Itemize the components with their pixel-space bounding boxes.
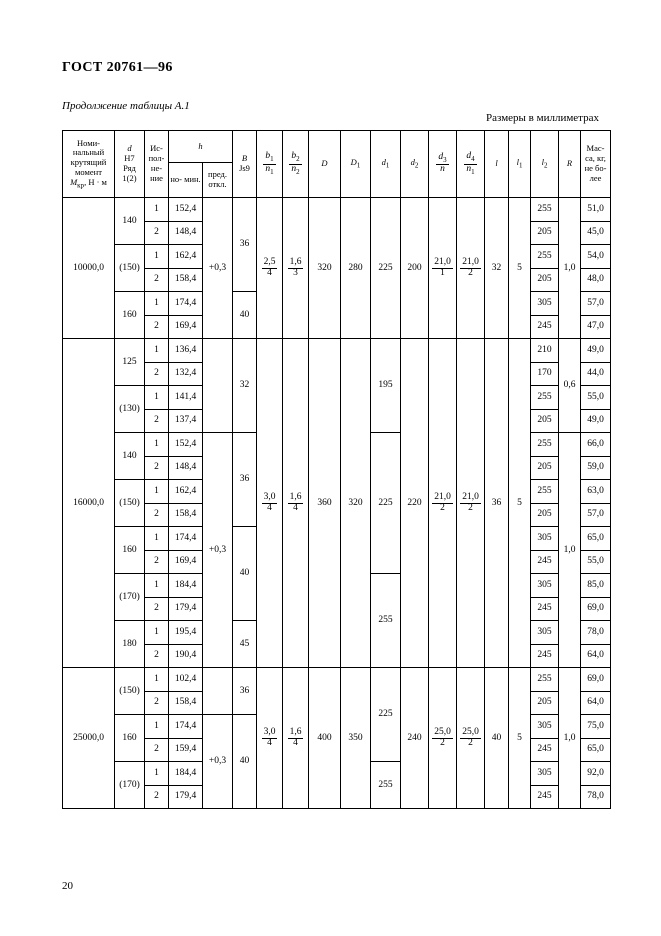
cell-d1: 225: [371, 433, 401, 574]
cell-B: 40: [233, 715, 257, 809]
cell-l2: 255: [531, 245, 559, 269]
cell-exec: 2: [145, 456, 169, 480]
header-R: R: [559, 131, 581, 198]
cell-d: 160: [115, 292, 145, 339]
cell-D1: 350: [341, 668, 371, 809]
cell-l2: 305: [531, 292, 559, 316]
header-d3n: $\frac{d_3}{n}$: [429, 131, 457, 198]
cell-B: 45: [233, 621, 257, 668]
cell-mass: 75,0: [581, 715, 611, 739]
cell-exec: 2: [145, 221, 169, 245]
header-l2: $l_2$: [531, 131, 559, 198]
cell-exec: 2: [145, 785, 169, 809]
cell-mass: 49,0: [581, 339, 611, 363]
page-number: 20: [62, 880, 73, 892]
cell-h-nom: 152,4: [169, 198, 203, 222]
cell-d1: 195: [371, 339, 401, 433]
cell-h-nom: 137,4: [169, 409, 203, 433]
cell-l2: 205: [531, 503, 559, 527]
cell-l1: 5: [509, 339, 531, 668]
cell-h-nom: 162,4: [169, 480, 203, 504]
header-d: d H7 Ряд 1(2): [115, 131, 145, 198]
cell-B: 40: [233, 527, 257, 621]
cell-d: 140: [115, 433, 145, 480]
cell-l: 32: [485, 198, 509, 339]
header-execution: Ис- пол- не- ние: [145, 131, 169, 198]
cell-l2: 245: [531, 597, 559, 621]
cell-b2n2: $\frac{1,6}{3}$: [283, 198, 309, 339]
cell-l2: 245: [531, 644, 559, 668]
units-note: Размеры в миллиметрах: [486, 112, 599, 124]
cell-D: 360: [309, 339, 341, 668]
cell-l2: 305: [531, 621, 559, 645]
cell-exec: 2: [145, 644, 169, 668]
cell-l2: 255: [531, 480, 559, 504]
cell-exec: 1: [145, 245, 169, 269]
page-title: ГОСТ 20761—96: [62, 60, 173, 75]
cell-mass: 59,0: [581, 456, 611, 480]
cell-exec: 2: [145, 503, 169, 527]
cell-d: 180: [115, 621, 145, 668]
table-row: [63, 668, 611, 692]
cell-B: 36: [233, 433, 257, 527]
cell-l2: 210: [531, 339, 559, 363]
cell-exec: 1: [145, 527, 169, 551]
cell-exec: 1: [145, 292, 169, 316]
header-mass: Мас- са, кг, не бо- лее: [581, 131, 611, 198]
cell-mass: 49,0: [581, 409, 611, 433]
cell-d: (150): [115, 245, 145, 292]
cell-h-nom: 169,4: [169, 550, 203, 574]
cell-B: 32: [233, 339, 257, 433]
cell-mass: 57,0: [581, 503, 611, 527]
cell-l2: 245: [531, 550, 559, 574]
cell-l2: 205: [531, 691, 559, 715]
cell-mass: 47,0: [581, 315, 611, 339]
cell-b2n2: $\frac{1,6}{4}$: [283, 339, 309, 668]
cell-l2: 255: [531, 668, 559, 692]
cell-exec: 2: [145, 550, 169, 574]
cell-mass: 54,0: [581, 245, 611, 269]
cell-h-nom: 162,4: [169, 245, 203, 269]
cell-d2: 240: [401, 668, 429, 809]
cell-h-nom: 179,4: [169, 785, 203, 809]
dimensions-table: [62, 130, 611, 809]
cell-d4n1: $\frac{21,0}{2}$: [457, 198, 485, 339]
cell-D: 400: [309, 668, 341, 809]
cell-moment: 16000,0: [63, 339, 115, 668]
cell-exec: 2: [145, 738, 169, 762]
cell-mass: 85,0: [581, 574, 611, 598]
cell-l1: 5: [509, 668, 531, 809]
cell-d: 125: [115, 339, 145, 386]
cell-h-nom: 141,4: [169, 386, 203, 410]
cell-d2: 200: [401, 198, 429, 339]
cell-d3n: $\frac{25,0}{2}$: [429, 668, 457, 809]
cell-l2: 305: [531, 715, 559, 739]
cell-l1: 5: [509, 198, 531, 339]
cell-l2: 245: [531, 315, 559, 339]
cell-d2: 220: [401, 339, 429, 668]
continuation-note: Продолжение таблицы А.1: [62, 100, 190, 112]
header-h: h: [169, 131, 233, 163]
header-l: l: [485, 131, 509, 198]
cell-d3n: $\frac{21,0}{1}$: [429, 198, 457, 339]
cell-mass: 57,0: [581, 292, 611, 316]
cell-l2: 245: [531, 738, 559, 762]
cell-h-nom: 158,4: [169, 691, 203, 715]
cell-h-dev: +0,3: [203, 198, 233, 339]
table-row: [63, 198, 611, 222]
cell-exec: 1: [145, 480, 169, 504]
cell-l2: 205: [531, 456, 559, 480]
cell-exec: 1: [145, 574, 169, 598]
header-d4n1: $\frac{d_4}{n_1}$: [457, 131, 485, 198]
cell-h-nom: 152,4: [169, 433, 203, 457]
cell-d1: 255: [371, 574, 401, 668]
cell-h-nom: 184,4: [169, 762, 203, 786]
cell-l2: 205: [531, 268, 559, 292]
cell-l2: 305: [531, 527, 559, 551]
cell-d1: 255: [371, 762, 401, 809]
cell-exec: 2: [145, 597, 169, 621]
cell-exec: 1: [145, 621, 169, 645]
cell-exec: 1: [145, 762, 169, 786]
cell-d: (130): [115, 386, 145, 433]
cell-h-nom: 184,4: [169, 574, 203, 598]
cell-h-nom: 179,4: [169, 597, 203, 621]
cell-exec: 2: [145, 691, 169, 715]
cell-h-nom: 169,4: [169, 315, 203, 339]
cell-l2: 255: [531, 386, 559, 410]
header-h-dev: пред. откл.: [203, 163, 233, 198]
cell-exec: 1: [145, 386, 169, 410]
cell-exec: 2: [145, 409, 169, 433]
cell-mass: 55,0: [581, 386, 611, 410]
cell-d: (150): [115, 480, 145, 527]
cell-mass: 92,0: [581, 762, 611, 786]
cell-mass: 55,0: [581, 550, 611, 574]
cell-l2: 205: [531, 409, 559, 433]
cell-b2n2: $\frac{1,6}{4}$: [283, 668, 309, 809]
header-D1: $D_1$: [341, 131, 371, 198]
cell-d: (170): [115, 574, 145, 621]
cell-mass: 78,0: [581, 621, 611, 645]
cell-h-nom: 190,4: [169, 644, 203, 668]
table-header-row: [63, 131, 611, 163]
cell-B: 36: [233, 198, 257, 292]
header-b1n1: $\frac{b_1}{n_1}$: [257, 131, 283, 198]
cell-exec: 1: [145, 668, 169, 692]
cell-d: 160: [115, 527, 145, 574]
header-D: D: [309, 131, 341, 198]
cell-d4n1: $\frac{21,0}{2}$: [457, 339, 485, 668]
cell-exec: 1: [145, 433, 169, 457]
cell-moment: 10000,0: [63, 198, 115, 339]
cell-mass: 45,0: [581, 221, 611, 245]
cell-h-dev: [203, 668, 233, 715]
cell-mass: 64,0: [581, 691, 611, 715]
header-d2: $d_2$: [401, 131, 429, 198]
cell-d4n1: $\frac{25,0}{2}$: [457, 668, 485, 809]
cell-h-nom: 174,4: [169, 715, 203, 739]
cell-l2: 245: [531, 785, 559, 809]
header-l1: $l_1$: [509, 131, 531, 198]
cell-h-nom: 148,4: [169, 456, 203, 480]
cell-h-nom: 159,4: [169, 738, 203, 762]
cell-h-nom: 158,4: [169, 503, 203, 527]
header-h-nom: но- мин.: [169, 163, 203, 198]
cell-l2: 170: [531, 362, 559, 386]
cell-exec: 2: [145, 315, 169, 339]
cell-mass: 44,0: [581, 362, 611, 386]
cell-d: (150): [115, 668, 145, 715]
cell-h-nom: 132,4: [169, 362, 203, 386]
header-b2n2: $\frac{b_2}{n_2}$: [283, 131, 309, 198]
cell-l2: 305: [531, 574, 559, 598]
cell-h-nom: 174,4: [169, 527, 203, 551]
cell-l2: 205: [531, 221, 559, 245]
cell-mass: 69,0: [581, 597, 611, 621]
cell-moment: 25000,0: [63, 668, 115, 809]
cell-R: 1,0: [559, 433, 581, 668]
header-d1: $d_1$: [371, 131, 401, 198]
cell-h-nom: 148,4: [169, 221, 203, 245]
cell-exec: 2: [145, 362, 169, 386]
cell-mass: 65,0: [581, 738, 611, 762]
cell-mass: 65,0: [581, 527, 611, 551]
cell-mass: 51,0: [581, 198, 611, 222]
cell-h-nom: 195,4: [169, 621, 203, 645]
cell-mass: 69,0: [581, 668, 611, 692]
cell-exec: 1: [145, 198, 169, 222]
cell-b1n1: $\frac{2,5}{4}$: [257, 198, 283, 339]
cell-h-dev: [203, 339, 233, 433]
table-row: [63, 339, 611, 363]
cell-mass: 64,0: [581, 644, 611, 668]
cell-mass: 48,0: [581, 268, 611, 292]
cell-d: (170): [115, 762, 145, 809]
cell-h-nom: 174,4: [169, 292, 203, 316]
cell-exec: 2: [145, 268, 169, 292]
cell-h-nom: 136,4: [169, 339, 203, 363]
cell-D1: 280: [341, 198, 371, 339]
cell-exec: 1: [145, 715, 169, 739]
cell-mass: 78,0: [581, 785, 611, 809]
cell-R: 1,0: [559, 198, 581, 339]
cell-exec: 1: [145, 339, 169, 363]
cell-l2: 255: [531, 433, 559, 457]
cell-h-dev: +0,3: [203, 715, 233, 809]
header-moment: Номи- нальный крутящий момент $M_{кр}$, Н · м: [63, 131, 115, 198]
cell-h-nom: 102,4: [169, 668, 203, 692]
cell-h-nom: 158,4: [169, 268, 203, 292]
cell-R: 0,6: [559, 339, 581, 433]
cell-b1n1: $\frac{3,0}{4}$: [257, 339, 283, 668]
cell-mass: 63,0: [581, 480, 611, 504]
cell-b1n1: $\frac{3,0}{4}$: [257, 668, 283, 809]
cell-mass: 66,0: [581, 433, 611, 457]
cell-D1: 320: [341, 339, 371, 668]
cell-h-dev: +0,3: [203, 433, 233, 668]
cell-D: 320: [309, 198, 341, 339]
cell-l: 40: [485, 668, 509, 809]
cell-l2: 305: [531, 762, 559, 786]
cell-l2: 255: [531, 198, 559, 222]
cell-d1: 225: [371, 198, 401, 339]
cell-B: 36: [233, 668, 257, 715]
cell-d1: 225: [371, 668, 401, 762]
cell-l: 36: [485, 339, 509, 668]
header-B: B Js9: [233, 131, 257, 198]
cell-d: 160: [115, 715, 145, 762]
cell-d3n: $\frac{21,0}{2}$: [429, 339, 457, 668]
cell-B: 40: [233, 292, 257, 339]
cell-R: 1,0: [559, 668, 581, 809]
cell-d: 140: [115, 198, 145, 245]
